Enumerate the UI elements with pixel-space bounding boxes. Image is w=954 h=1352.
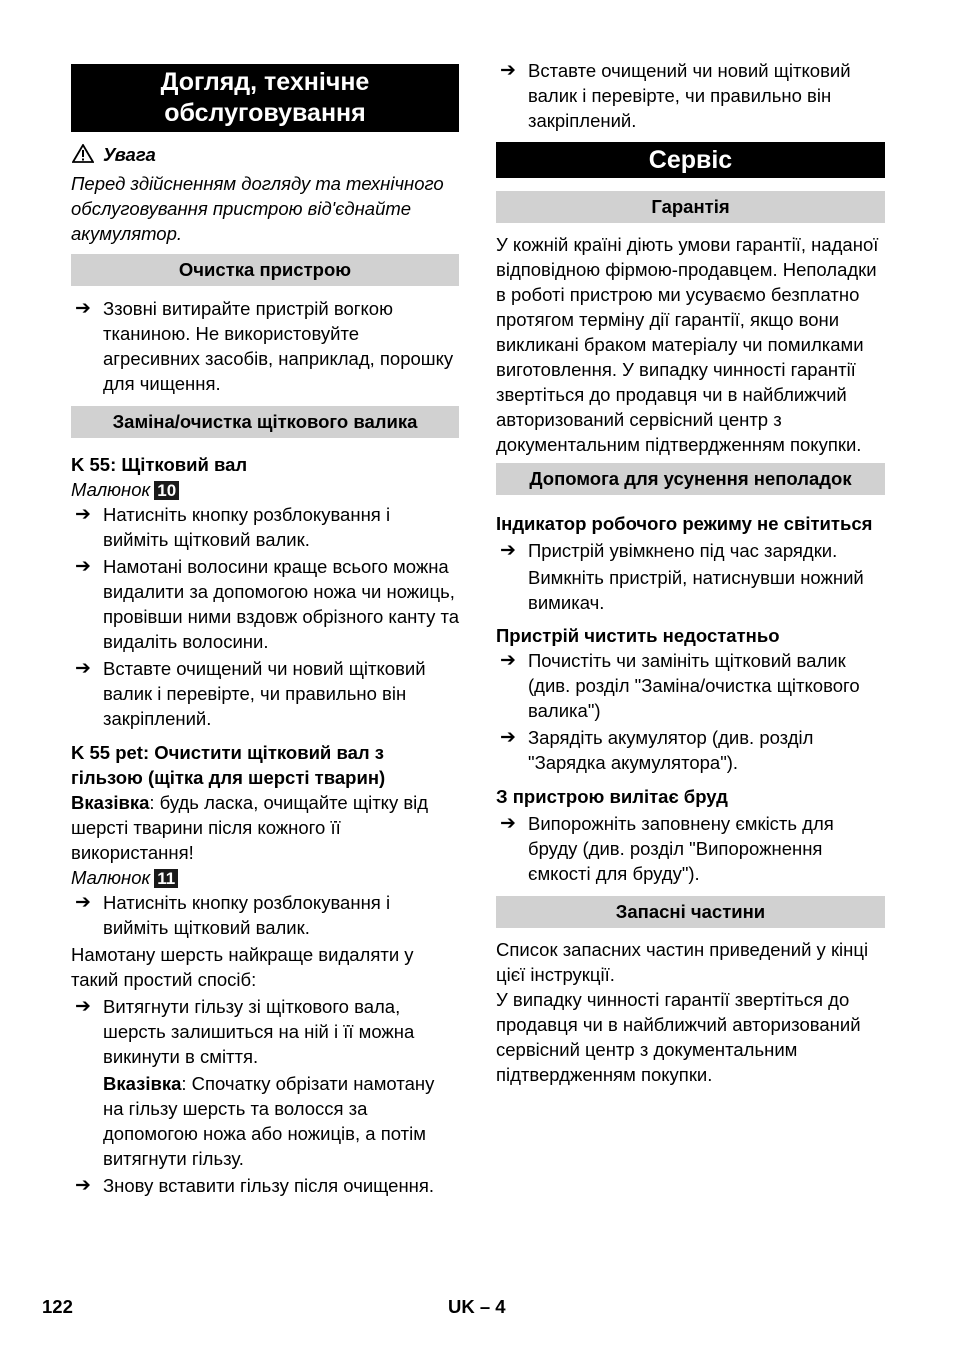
pet-text: Намотану шерсть найкраще видаляти у такий простий спосіб: — [71, 944, 414, 990]
arrow-right-icon: ➔ — [500, 650, 516, 671]
list-item — [496, 538, 885, 563]
list-item-text: Натисніть кнопку розблокування і вийміть щітковий валик. — [103, 892, 391, 938]
figure-number-badge: 10 — [154, 481, 179, 500]
subsection-troubleshooting: Допомога для усунення неполадок — [496, 463, 885, 495]
arrow-right-icon: ➔ — [75, 996, 91, 1017]
warning-heading — [71, 142, 459, 167]
note-label: Вказівка — [103, 1073, 182, 1094]
list-item — [71, 502, 459, 552]
arrow-right-icon: ➔ — [75, 1175, 91, 1196]
figure-reference-11 — [71, 865, 459, 890]
parts-text-1: Список запасних частин приведений у кінці цієї інструкції. — [496, 939, 869, 985]
k55-heading: K 55: Щітковий вал — [71, 454, 248, 475]
subsection-cleaning: Очистка пристрою — [71, 254, 459, 286]
warning-label: Увага — [103, 144, 156, 165]
pet-note — [71, 790, 459, 865]
list-item-text: Почистіть чи замініть щітковий валик (див. розділ "Заміна/очистка щіткового валика") — [528, 650, 860, 721]
indicator-text: Вимкніть пристрій, натиснувши ножний вимикач. — [528, 567, 864, 613]
arrow-right-icon: ➔ — [75, 298, 91, 319]
list-item — [71, 994, 459, 1069]
page-number: 122 — [42, 1296, 73, 1317]
arrow-right-icon: ➔ — [75, 658, 91, 679]
list-item-text: Випорожніть заповнену ємкість для бруду (див. розділ "Випорожнення ємкості для бруду"). — [528, 813, 834, 884]
warranty-text: У кожній країні діють умови гарантії, наданої відповідною фірмою-продавцем. Неполадки в роботі пристрою ми усуваємо безплатно протягом терміну дії гарантії, якщо вони викликані браком матеріалу чи помилками виготовлення. У випадку чинності гарантії звертіться до продавця чи в найближчий авторизований сервісний центр з документальним підтвердженням покупки. — [496, 234, 879, 455]
figure-label: Малюнок — [71, 479, 151, 500]
list-item-text: Витягнути гільзу зі щіткового вала, шерсть залишиться на ній і її можна викинути в сміття. — [103, 996, 415, 1067]
note-text: : Спочатку обрізати намотану на гільзу шерсть та волосся за допомогою ножа або ножиців, а потім витягнути гільзу. — [103, 1073, 435, 1169]
list-item — [496, 648, 885, 723]
arrow-right-icon: ➔ — [75, 892, 91, 913]
subsection-brush-roller: Заміна/очистка щіткового валика — [71, 406, 459, 438]
note-text: : будь ласка, очищайте щітку від шерсті тварини після кожного її використання! — [71, 792, 429, 863]
list-item-text: Пристрій увімкнено під час зарядки. — [528, 540, 838, 561]
list-item-text: Знову вставити гільзу після очищення. — [103, 1175, 435, 1196]
list-item-text: Вставте очищений чи новий щітковий валик і перевірте, чи правильно він закріплений. — [528, 60, 851, 131]
figure-number-badge: 11 — [154, 869, 178, 888]
list-item — [71, 296, 459, 396]
list-item-text: Намотані волосини краще всього можна видалити за допомогою ножа чи ножиць, провівши ними вздовж обрізного канту та видаліть волосини. — [103, 556, 460, 652]
language-page-label: UK – 4 — [448, 1296, 506, 1317]
list-item-text: Ззовні витирайте пристрій вогкою тканиною. Не використовуйте агресивних засобів, наприклад, порошку для чищення. — [103, 298, 454, 394]
figure-label: Малюнок — [71, 867, 151, 888]
section-title-maintenance: Догляд, технічне обслуговування — [71, 64, 459, 132]
note-label: Вказівка — [71, 792, 150, 813]
list-item-text: Вставте очищений чи новий щітковий валик і перевірте, чи правильно він закріплений. — [103, 658, 426, 729]
list-item — [496, 725, 885, 775]
list-item — [71, 1173, 459, 1198]
figure-reference-10 — [71, 477, 459, 502]
list-item — [496, 58, 885, 133]
list-item-text: Натисніть кнопку розблокування і вийміть щітковий валик. — [103, 504, 391, 550]
arrow-right-icon: ➔ — [500, 813, 516, 834]
subsection-warranty: Гарантія — [496, 191, 885, 223]
dirt-heading: З пристрою вилітає бруд — [496, 786, 728, 807]
arrow-right-icon: ➔ — [75, 504, 91, 525]
warning-text: Перед здійсненням догляду та технічного обслуговування пристрою від'єднайте акумулятор. — [71, 173, 444, 244]
list-item — [71, 890, 459, 940]
subsection-spare-parts: Запасні частини — [496, 896, 885, 928]
pet-note-2 — [71, 1071, 459, 1171]
poor-clean-heading: Пристрій чистить недостатньо — [496, 625, 780, 646]
list-item-text: Зарядіть акумулятор (див. розділ "Зарядка акумулятора"). — [528, 727, 814, 773]
left-column — [71, 58, 459, 1198]
list-item — [71, 554, 459, 654]
arrow-right-icon: ➔ — [75, 556, 91, 577]
k55-pet-heading: K 55 pet: Очистити щітковий вал з гільзою (щітка для шерсті тварин) — [71, 742, 386, 788]
parts-text-2: У випадку чинності гарантії звертіться до продавця чи в найближчий авторизований сервісний центр з документальним підтвердженням покупки. — [496, 989, 861, 1085]
section-title-service: Сервіс — [496, 142, 885, 178]
right-column — [496, 58, 885, 1087]
arrow-right-icon: ➔ — [500, 540, 516, 561]
arrow-right-icon: ➔ — [500, 727, 516, 748]
indicator-heading: Індикатор робочого режиму не світиться — [496, 513, 873, 534]
arrow-right-icon: ➔ — [500, 60, 516, 81]
warning-triangle-icon — [72, 144, 94, 163]
list-item — [496, 811, 885, 886]
list-item — [71, 656, 459, 731]
